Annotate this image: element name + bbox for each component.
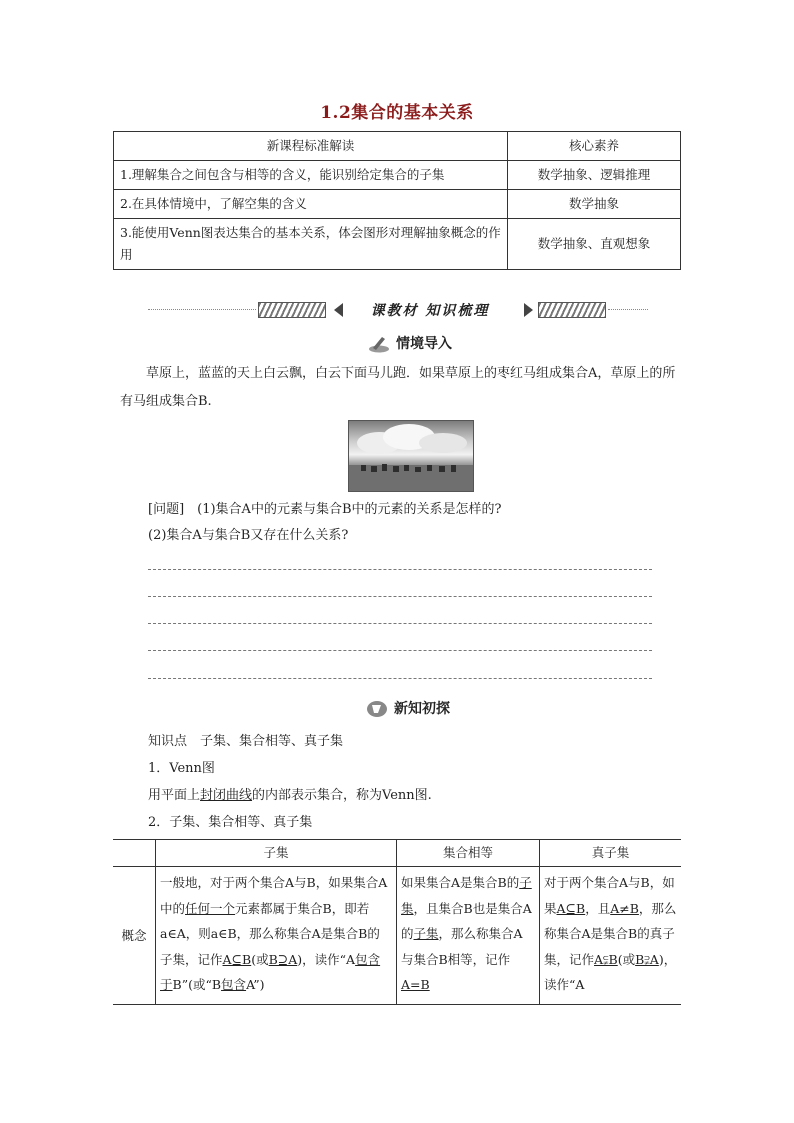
answer-line[interactable] (148, 596, 652, 597)
banner-dotted-line-right (608, 309, 648, 310)
banner-title: 课教材 知识梳理 (370, 303, 490, 319)
table-row (114, 219, 681, 270)
table-row (114, 161, 681, 190)
standard-text: 3.能使用Venn图表达集合的基本关系，体会图形对理解抽象概念的作用 (114, 219, 508, 270)
table-row (113, 867, 681, 1005)
header-empty (113, 840, 156, 867)
core-literacy: 数学抽象、逻辑推理 (508, 161, 681, 190)
table-header-row (114, 132, 681, 161)
header-standards: 新课程标准解读 (114, 132, 508, 161)
banner-stripes-left (258, 302, 326, 318)
header-core-literacy: 核心素养 (508, 132, 681, 161)
venn-text-pre: 用平面上 (148, 788, 201, 803)
answer-line[interactable] (148, 569, 652, 570)
standard-text: 1.理解集合之间包含与相等的含义，能识别给定集合的子集 (114, 161, 508, 190)
row-label-concept: 概念 (113, 867, 156, 1005)
page-title: 1.2集合的基本关系 (320, 103, 474, 123)
header-subset: 子集 (156, 840, 397, 867)
answer-line[interactable] (148, 650, 652, 651)
arrow-left-icon (334, 303, 343, 317)
venn-title: 1．Venn图 (148, 761, 215, 776)
explore-heading (366, 698, 450, 718)
core-literacy: 数学抽象、直观想象 (508, 219, 681, 270)
question-1: [问题] (1)集合A中的元素与集合B中的元素的关系是怎样的? (148, 502, 502, 517)
subset-concept-table (113, 839, 681, 1005)
proper-subset-definition: 对于两个集合A与B，如果A⊆B，且A≠B，那么称集合A是集合B的真子集，记作A⫋B(或B⫌A)，读作“A (540, 867, 682, 1005)
arrow-right-icon (524, 303, 533, 317)
banner-dotted-line-left (148, 309, 256, 310)
answer-line[interactable] (148, 623, 652, 624)
banner-stripes-right (538, 302, 606, 318)
table-row (114, 190, 681, 219)
standard-text: 2.在具体情境中，了解空集的含义 (114, 190, 508, 219)
table-header-row (113, 840, 681, 867)
equal-definition: 如果集合A是集合B的子集，且集合B也是集合A的子集，那么称集合A与集合B相等，记作A=B (397, 867, 540, 1005)
venn-definition (148, 782, 432, 810)
header-equal: 集合相等 (397, 840, 540, 867)
book-icon (366, 700, 388, 718)
venn-text-post: 的内部表示集合，称为Venn图. (252, 788, 432, 803)
venn-text-underlined: 封闭曲线 (200, 788, 253, 803)
header-proper-subset: 真子集 (540, 840, 682, 867)
intro-heading (368, 333, 452, 353)
intro-paragraph: 草原上，蓝蓝的天上白云飘，白云下面马儿跑．如果草原上的枣红马组成集合A，草原上的所有马组成集合B. (120, 366, 676, 409)
explore-heading-text: 新知初探 (394, 701, 450, 717)
intro-heading-text: 情境导入 (396, 336, 452, 352)
section-banner (148, 300, 648, 320)
grassland-horses-photo (348, 420, 474, 492)
subset-section-title: 2．子集、集合相等、真子集 (148, 815, 313, 830)
knowledge-point: 知识点 子集、集合相等、真子集 (148, 734, 344, 749)
subset-definition: 一般地，对于两个集合A与B，如果集合A中的任何一个元素都属于集合B，即若a∈A，则a∈B，那么称集合A是集合B的子集，记作A⊆B(或B⊇A)，读作“A包含于B”(或“B包含A”) (156, 867, 397, 1005)
question-2: (2)集合A与集合B又存在什么关系? (148, 528, 349, 543)
answer-line[interactable] (148, 678, 652, 679)
pencil-icon (368, 335, 390, 353)
core-literacy: 数学抽象 (508, 190, 681, 219)
curriculum-standards-table (113, 131, 681, 270)
